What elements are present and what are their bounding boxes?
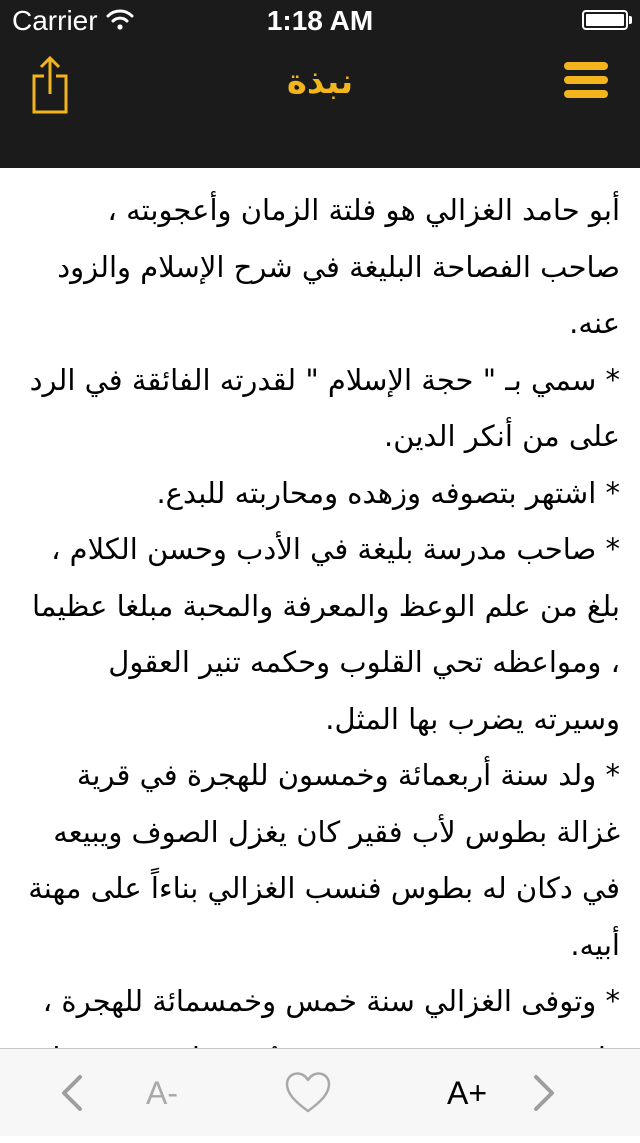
article-paragraph: * سمي بـ " حجة الإسلام " لقدرته الفائقة في الرد على من أنكر الدين.	[29, 362, 620, 453]
battery-full-icon	[582, 10, 628, 30]
next-button[interactable]	[518, 1049, 570, 1137]
article-paragraph: * صاحب مدرسة بليغة في الأدب وحسن الكلام ، بلغ من علم الوعظ والمعرفة والمحبة مبلغا عظيما ، ومواعظه تحي القلوب وحكمه تنير العقول وسيرته يضرب بها المثل.	[31, 532, 620, 736]
chevron-left-icon	[58, 1073, 86, 1113]
navigation-bar	[0, 40, 640, 128]
font-increase-button[interactable]: A+	[446, 1074, 488, 1111]
page-title: نبذة	[286, 62, 354, 102]
carrier-label: Carrier	[12, 5, 98, 36]
favorite-button[interactable]	[278, 1049, 338, 1137]
menu-icon	[564, 62, 610, 98]
article-paragraph: * وتوفى الغزالي سنة خمس وخمسمائة للهجرة ،	[42, 984, 620, 1018]
article-content[interactable]	[0, 168, 640, 1048]
chevron-right-icon	[530, 1073, 558, 1113]
heart-outline-icon	[284, 1071, 332, 1115]
previous-button[interactable]	[46, 1049, 98, 1137]
status-bar	[0, 0, 640, 40]
menu-button[interactable]	[564, 62, 610, 106]
bottom-toolbar	[0, 1048, 640, 1136]
article-paragraph: * ولد سنة أربعمائة وخمسون للهجرة في قرية غزالة بطوس لأب فقير كان يغزل الصوف ويبيعه في دكان له بطوس فنسب الغزالي بناءاً على مهنة أبيه.	[28, 758, 620, 962]
font-decrease-button[interactable]: A-	[146, 1074, 178, 1111]
article-paragraph: * اشتهر بتصوفه وزهده ومحاربته للبدع.	[156, 475, 620, 510]
status-time: 1:18 AM	[266, 5, 374, 36]
article-text	[0, 168, 640, 1143]
article-paragraph: أبو حامد الغزالي هو فلتة الزمان وأعجوبته ، صاحب الفصاحة البليغة في شرح الإسلام والزود عنه.	[57, 193, 620, 340]
top-bar	[0, 0, 640, 168]
